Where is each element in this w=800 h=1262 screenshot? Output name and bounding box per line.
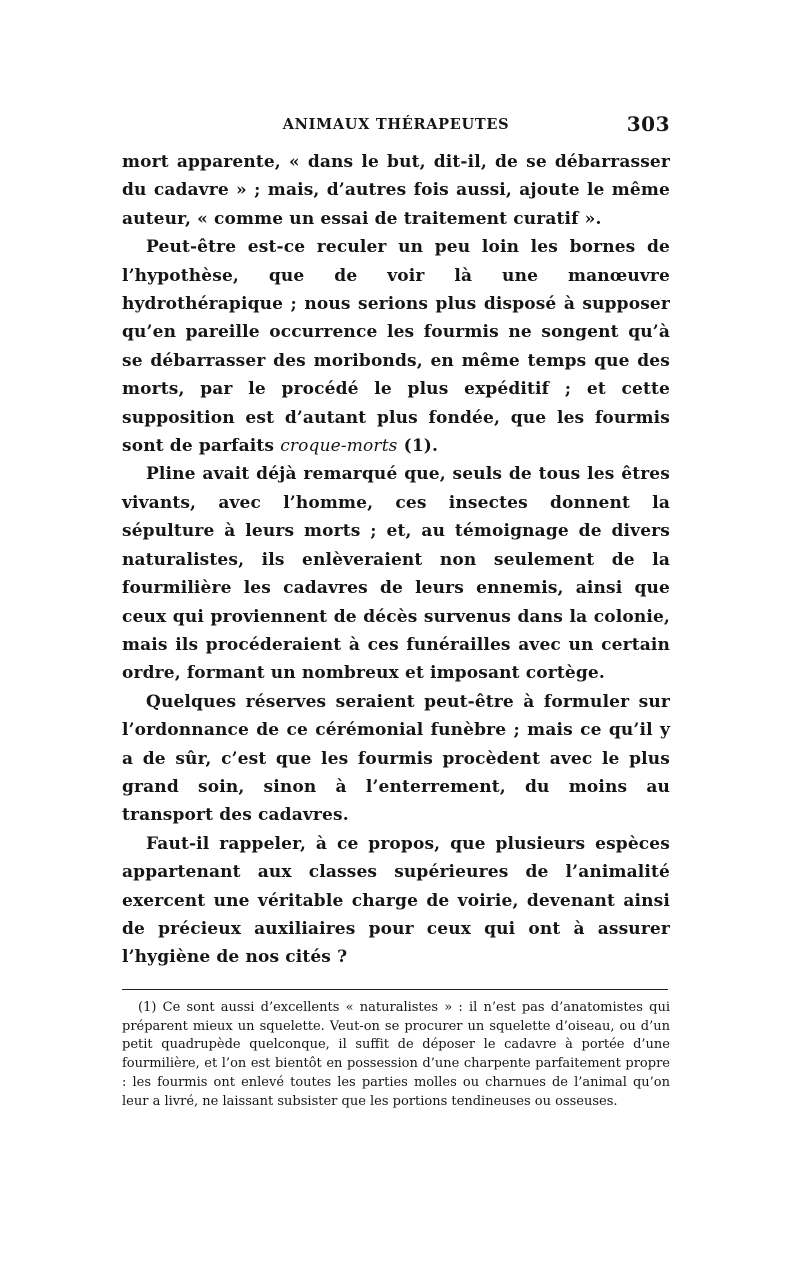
footnotes	[122, 999, 670, 1112]
paragraph-2-text: Peut-être est-ce reculer un peu loin les bornes de l’hypothèse, que de voir là une manœuvre hydrothérapique ; nous serions plus disposé à supposer qu’en pareille occurrence les fourmis ne songent qu’à se débarrasser des moribonds, en même temps que des morts, par le procédé le plus expéditif ; et cette supposition est d’autant plus fondée, que les fourmis sont de parfaits	[122, 237, 670, 457]
paragraph-2	[122, 233, 670, 460]
body-text	[122, 148, 670, 972]
footnote-divider	[122, 989, 668, 990]
paragraph-1-text: mort apparente, « dans le but, dit-il, de se débarrasser du cadavre » ; mais, d’autres fois aussi, ajoute le même auteur, « comme un essai de traitement curatif ».	[122, 152, 670, 229]
paragraph-3	[122, 460, 670, 687]
paragraph-5	[122, 830, 670, 972]
running-title: ANIMAUX THÉRAPEUTES	[282, 116, 510, 133]
paragraph-1	[122, 148, 670, 233]
croque-morts-italic: croque-morts	[280, 436, 398, 457]
book-page	[122, 112, 670, 1112]
paragraph-3-text: Pline avait déjà remarqué que, seuls de tous les êtres vivants, avec l’homme, ces insectes donnent la sépulture à leurs morts ; et, au témoignage de divers naturalistes, ils enlèveraient non seulement de la fourmilière les cadavres de leurs ennemis, ainsi que ceux qui proviennent de décès survenus dans la colonie, mais ils procéderaient à ces funérailles avec un certain ordre, formant un nombreux et imposant cortège.	[122, 464, 670, 684]
running-head	[122, 112, 670, 142]
footnote-1: (1) Ce sont aussi d’excellents « naturalistes » : il n’est pas d’anatomistes qui préparent mieux un squelette. Veut-on se procurer un squelette d’oiseau, ou d’un petit quadrupède quelconque, il suffit de déposer le cadavre à portée d’une fourmilière, et l’on est bientôt en possession d’une charpente parfaitement propre : les fourmis ont enlevé toutes les parties molles ou charnues de l’animal qu’on leur a livré, ne laissant subsister que les portions tendineuses ou osseuses.	[122, 999, 670, 1109]
paragraph-4	[122, 688, 670, 830]
footnote-reference: (1).	[397, 436, 439, 457]
paragraph-4-text: Quelques réserves seraient peut-être à formuler sur l’ordonnance de ce cérémonial funèbre ; mais ce qu’il y a de sûr, c’est que les fourmis procèdent avec le plus grand soin, sinon à l’enterrement, du moins au transport des cadavres.	[122, 691, 670, 826]
paragraph-5-text: Faut-il rappeler, à ce propos, que plusieurs espèces appartenant aux classes supérieures de l’animalité exercent une véritable charge de voirie, devenant ainsi de précieux auxiliaires pour ceux qui ont à assurer l’hygiène de nos cités ?	[122, 833, 670, 968]
page-number: 303	[626, 112, 670, 136]
